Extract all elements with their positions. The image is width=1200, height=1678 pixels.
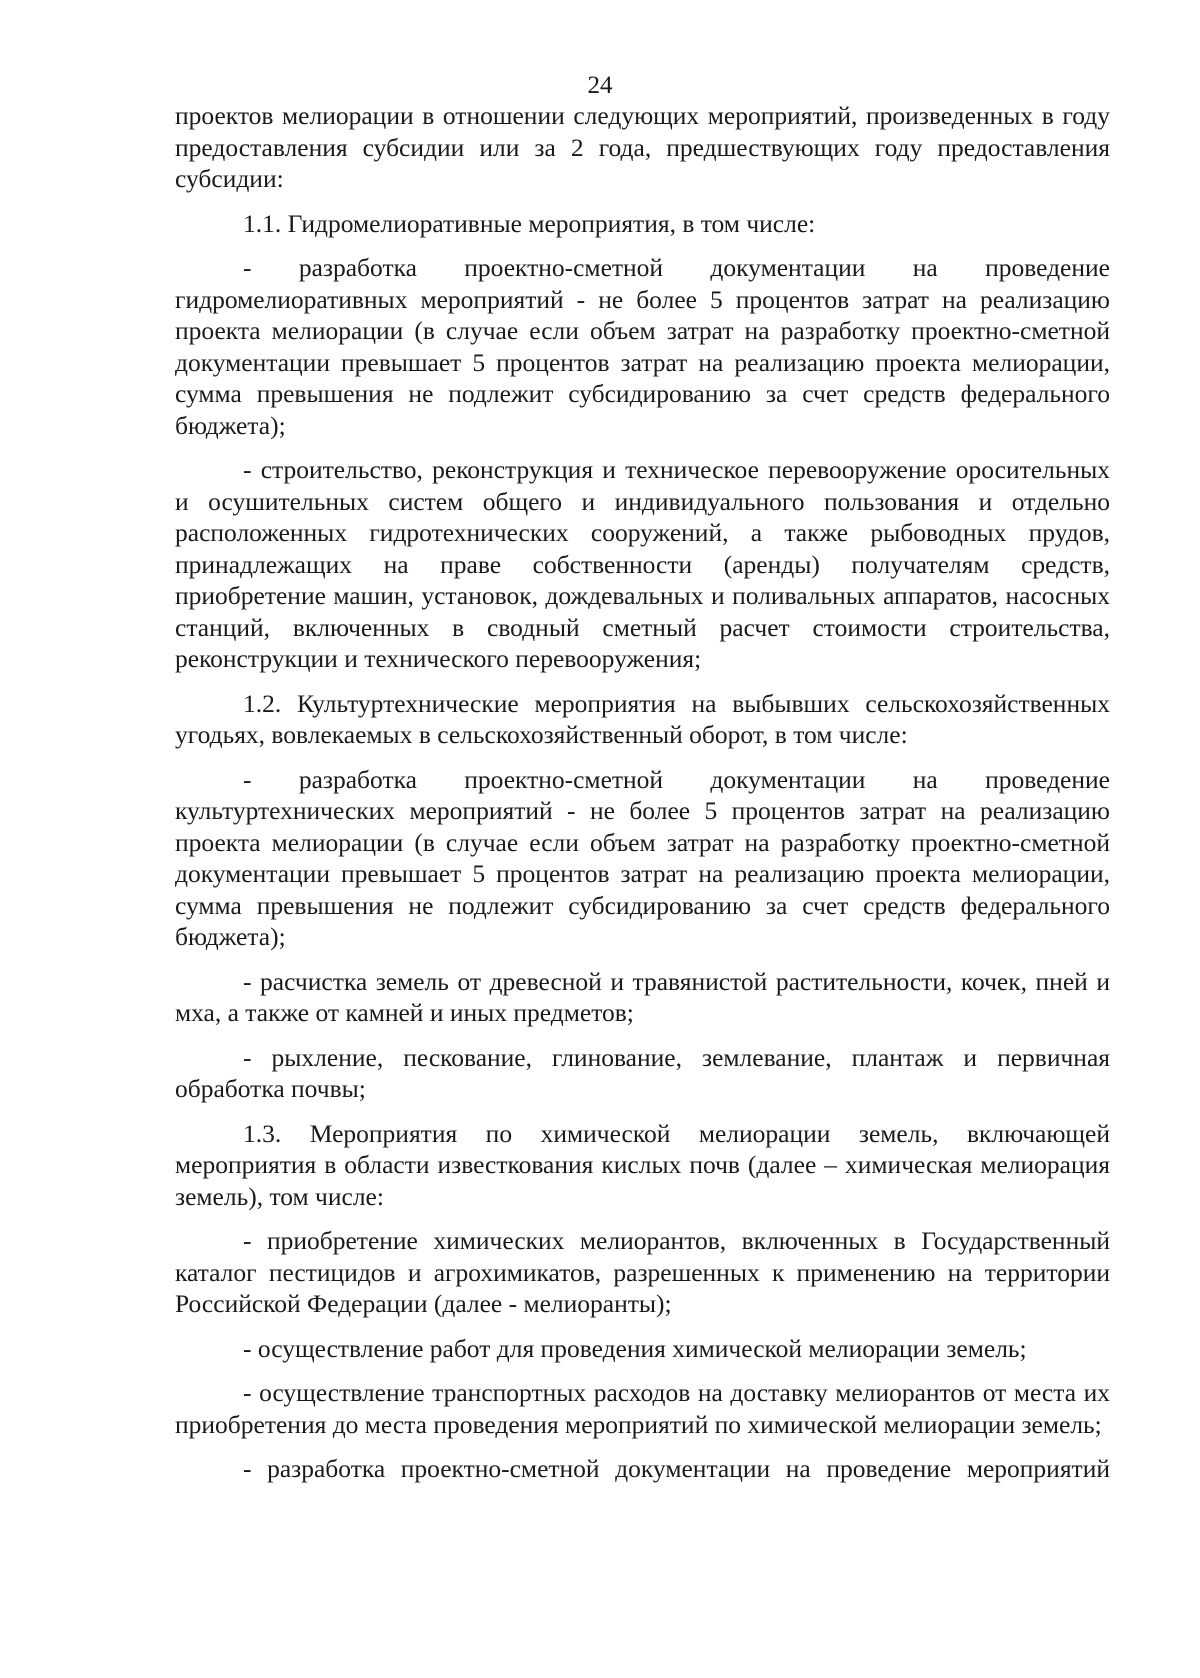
paragraph-bullet-design-docs-chemical: - разработка проектно-сметной документации на проведение мероприятий — [243, 1454, 1110, 1483]
paragraph-bullet-transport: - осуществление транспортных расходов на доставку мелиорантов от места их приобретения до места проведения мероприятий по химической мелиорации земель; — [175, 1378, 1110, 1439]
paragraph-section-1-2: 1.2. Культуртехнические мероприятия на выбывших сельскохозяйственных угодьях, вовлекаемых в сельскохозяйственный оборот, в том числе: — [175, 688, 1110, 749]
paragraph-bullet-loosening: - рыхление, пескование, глинование, землевание, плантаж и первичная обработка почвы; — [175, 1042, 1110, 1103]
paragraph-bullet-chemical-works: - осуществление работ для проведения химической мелиорации земель; — [243, 1333, 1027, 1363]
paragraph-bullet-design-docs-hydro: - разработка проектно-сметной документации на проведение гидромелиоративных мероприятий - не более 5 процентов затрат на реализацию проекта мелиорации (в случае если объем затрат на разработку проектно-сметной документации превышает 5 процентов затрат на реализацию проекта мелиорации, сумма превышения не подлежит субсидированию за счет средств федерального бюджета); — [175, 253, 1110, 440]
paragraph-bullet-clearing: - расчистка земель от древесной и травянистой растительности, кочек, пней и мха, а также от камней и иных предметов; — [175, 966, 1110, 1027]
paragraph-section-1-1: 1.1. Гидромелиоративные мероприятия, в том числе: — [243, 208, 816, 238]
paragraph-intro: проектов мелиорации в отношении следующих мероприятий, произведенных в году предоставления субсидии или за 2 года, предшествующих году предоставления субсидии: — [175, 101, 1110, 193]
paragraph-bullet-construction: - строительство, реконструкция и техническое перевооружение оросительных и осушительных систем общего и индивидуального пользования и отдельно расположенных гидротехнических сооружений, а также рыбоводных прудов, принадлежащих на праве собственности (аренды) получателям средств, приобретение машин, установок, дождевальных и поливальных аппаратов, насосных станций, включенных в сводный сметный расчет стоимости строительства, реконструкции и технического перевооружения; — [175, 455, 1110, 673]
paragraph-bullet-ameliorants: - приобретение химических мелиорантов, включенных в Государственный каталог пестицидов и агрохимикатов, разрешенных к применению на территории Российской Федерации (далее - мелиоранты); — [175, 1226, 1110, 1318]
paragraph-section-1-3: 1.3. Мероприятия по химической мелиорации земель, включающей мероприятия в области известкования кислых почв (далее – химическая мелиорация земель), том числе: — [175, 1118, 1110, 1211]
document-body — [175, 100, 1110, 1498]
paragraph-bullet-design-docs-cultural: - разработка проектно-сметной документации на проведение культуртехнических мероприятий - не более 5 процентов затрат на реализацию проекта мелиорации (в случае если объем затрат на разработку проектно-сметной документации превышает 5 процентов затрат на реализацию проекта мелиорации, сумма превышения не подлежит субсидированию за счет средств федерального бюджета); — [175, 764, 1110, 951]
page-number: 24 — [587, 72, 613, 99]
